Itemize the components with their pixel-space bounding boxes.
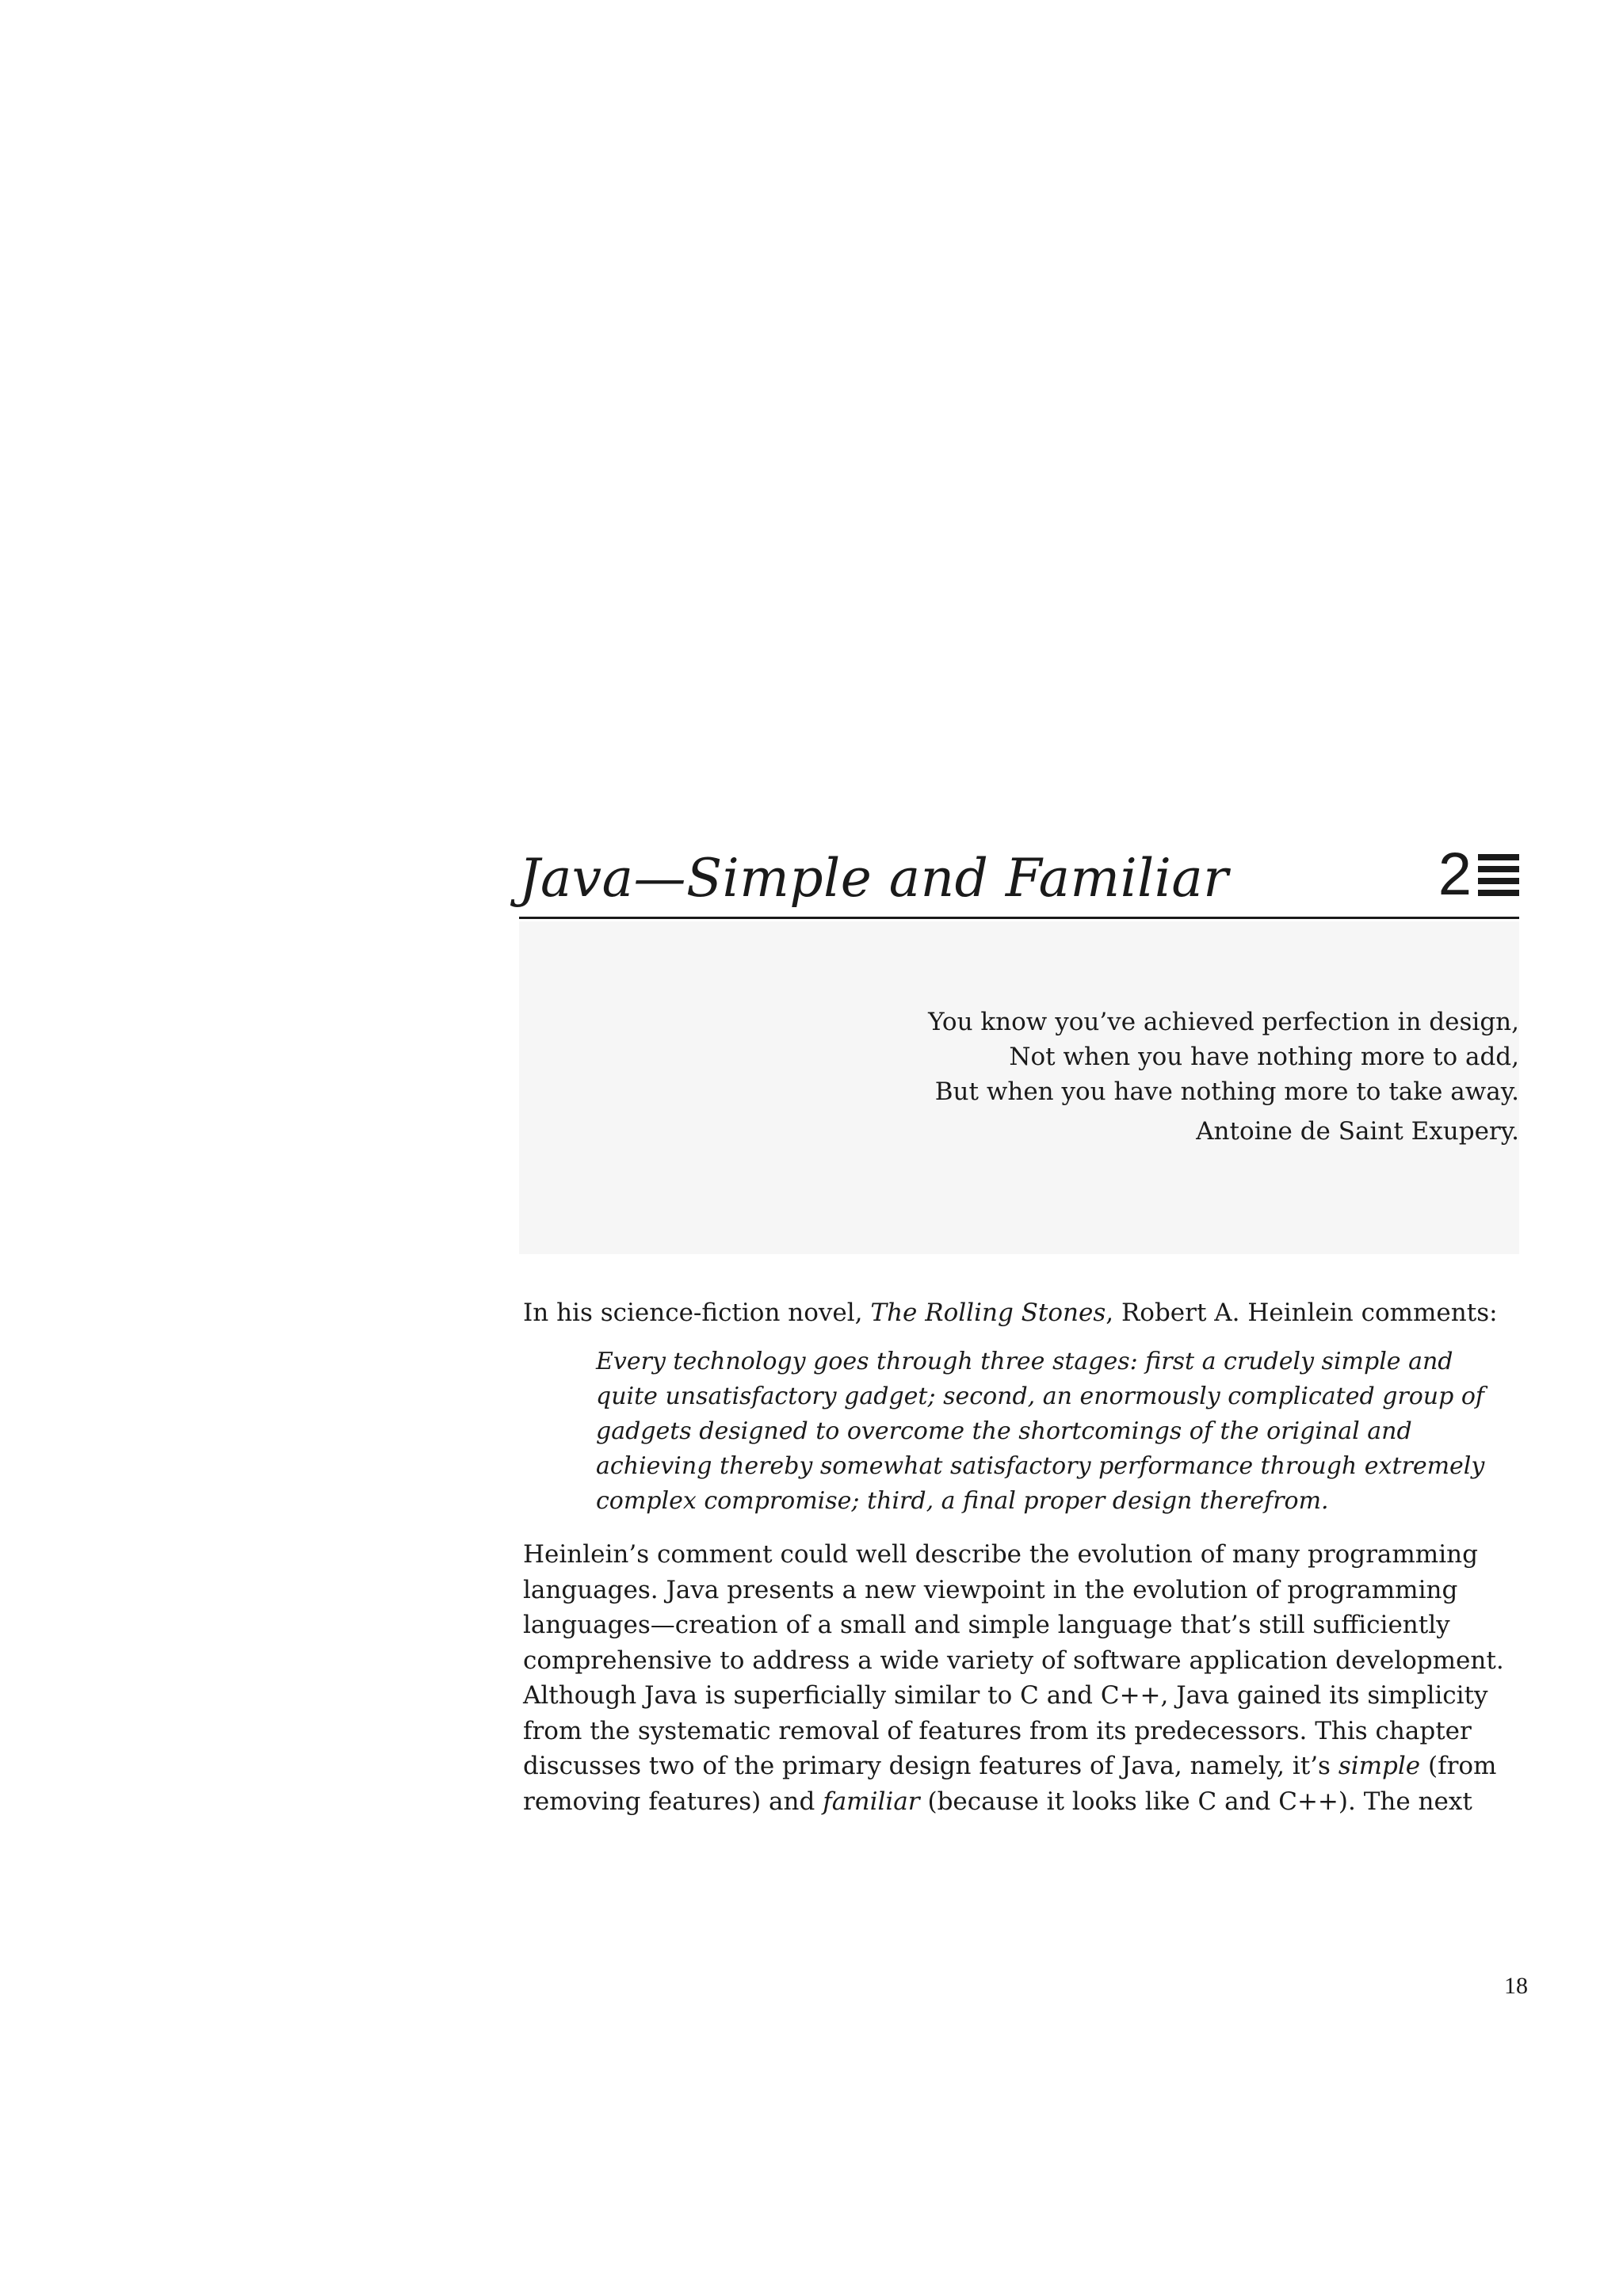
intro-text: , Robert A. Heinlein comments: bbox=[1106, 1299, 1498, 1327]
emphasis: simple bbox=[1338, 1752, 1421, 1780]
paragraph-text: (from bbox=[1420, 1752, 1497, 1780]
paragraph-line: Heinlein’s comment could well describe the evolution of many programming bbox=[523, 1540, 1478, 1569]
paragraph-line: languages—creation of a small and simple language that’s still sufficiently bbox=[523, 1611, 1450, 1639]
quote-line: gadgets designed to overcome the shortcomings of the original and bbox=[596, 1417, 1412, 1445]
quote-line: achieving thereby somewhat satisfactory performance through extremely bbox=[596, 1452, 1485, 1480]
epigraph-line: You know you’ve achieved perfection in design, bbox=[928, 1008, 1519, 1036]
epigraph bbox=[519, 921, 1519, 1254]
paragraph-line bbox=[523, 1749, 1522, 1784]
chapter-bars-icon bbox=[1478, 854, 1519, 896]
page-number: 18 bbox=[1504, 1973, 1528, 1999]
quote-line: complex compromise; third, a final proper design therefrom. bbox=[596, 1487, 1329, 1515]
chapter-number: 2 bbox=[1438, 841, 1472, 908]
epigraph-line: Not when you have nothing more to add, bbox=[1009, 1043, 1519, 1071]
paragraph-line: comprehensive to address a wide variety of software application development. bbox=[523, 1646, 1504, 1675]
paragraph-line bbox=[523, 1784, 1522, 1820]
paragraph-line: Although Java is superficially similar to C and C++, Java gained its simplicity bbox=[523, 1681, 1488, 1710]
paragraph-text: (because it looks like C and C++). The next bbox=[919, 1787, 1472, 1816]
intro-sentence bbox=[523, 1295, 1522, 1330]
epigraph-line: But when you have nothing more to take away. bbox=[934, 1077, 1519, 1106]
paragraph-line: from the systematic removal of features from its predecessors. This chapter bbox=[523, 1716, 1472, 1745]
paragraph-text: discusses two of the primary design features of Java, namely, it’s bbox=[523, 1752, 1338, 1780]
emphasis: familiar bbox=[823, 1787, 920, 1816]
chapter-title: Java—Simple and Familiar bbox=[519, 848, 1229, 909]
body-paragraph bbox=[523, 1537, 1522, 1819]
quote-line: Every technology goes through three stages: first a crudely simple and bbox=[596, 1348, 1453, 1375]
quote-line: quite unsatisfactory gadget; second, an enormously complicated group of bbox=[596, 1383, 1485, 1410]
paragraph-line: languages. Java presents a new viewpoint in the evolution of programming bbox=[523, 1575, 1458, 1604]
block-quote bbox=[596, 1344, 1491, 1519]
chapter-number-block bbox=[1438, 841, 1519, 908]
epigraph-text bbox=[928, 1005, 1519, 1109]
header-rule bbox=[519, 917, 1519, 919]
paragraph-text: removing features) and bbox=[523, 1787, 823, 1816]
chapter-header bbox=[519, 832, 1519, 919]
epigraph-attribution: Antoine de Saint Exupery. bbox=[1196, 1117, 1519, 1146]
book-title: The Rolling Stones bbox=[870, 1299, 1106, 1327]
intro-text: In his science-fiction novel, bbox=[523, 1299, 871, 1327]
